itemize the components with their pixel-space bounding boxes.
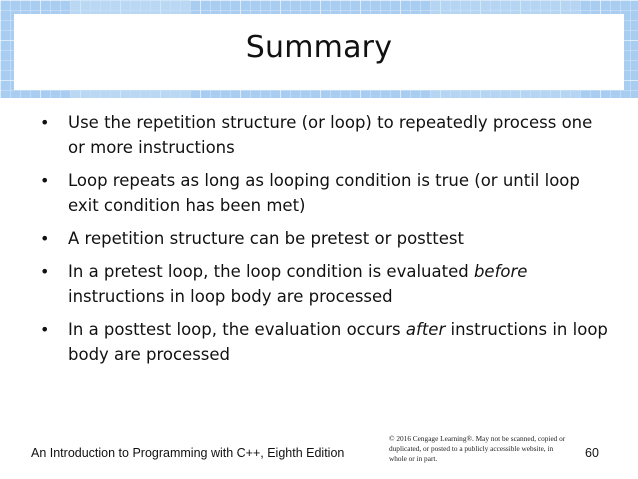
bullet-emphasis: after: [405, 320, 446, 339]
bullet-item: [40, 226, 610, 251]
bullet-text: [68, 113, 592, 157]
footer-book-title: An Introduction to Programming with C++, Eighth Edition: [31, 446, 345, 460]
bullet-text: [68, 229, 464, 248]
slide-title: Summary: [245, 30, 393, 65]
bullet-icon: •: [40, 320, 50, 339]
bullet-text-part: In a pretest loop, the loop condition is evaluated: [68, 262, 474, 281]
bullet-item: [40, 259, 610, 309]
page-number: 60: [585, 446, 599, 460]
bullet-text-part: Loop repeats as long as looping condition is true (or until loop exit condition has been met): [68, 171, 580, 215]
bullet-text-part: instructions in loop body are processed: [68, 320, 608, 364]
bullet-icon: •: [40, 229, 50, 248]
bullet-text-part: A repetition structure can be pretest or posttest: [68, 229, 464, 248]
bullet-list: [40, 110, 610, 375]
bullet-item: [40, 110, 610, 160]
bullet-icon: •: [40, 262, 50, 281]
bullet-icon: •: [40, 171, 50, 190]
bullet-text-part: Use the repetition structure (or loop) to repeatedly process one or more instructions: [68, 113, 593, 157]
bullet-item: [40, 317, 610, 367]
bullet-text-part: In a posttest loop, the evaluation occurs: [68, 320, 406, 339]
bullet-text: [68, 262, 527, 306]
bullet-item: [40, 168, 610, 218]
bullet-icon: •: [40, 113, 50, 132]
bullet-text-part: instructions in loop body are processed: [68, 287, 393, 306]
bullet-text: [68, 320, 608, 364]
bullet-text: [68, 171, 580, 215]
bullet-emphasis: before: [473, 262, 528, 281]
footer-copyright: © 2016 Cengage Learning®. May not be scanned, copied or duplicated, or posted to a publicly accessible website, in whole or in part.: [389, 434, 566, 463]
